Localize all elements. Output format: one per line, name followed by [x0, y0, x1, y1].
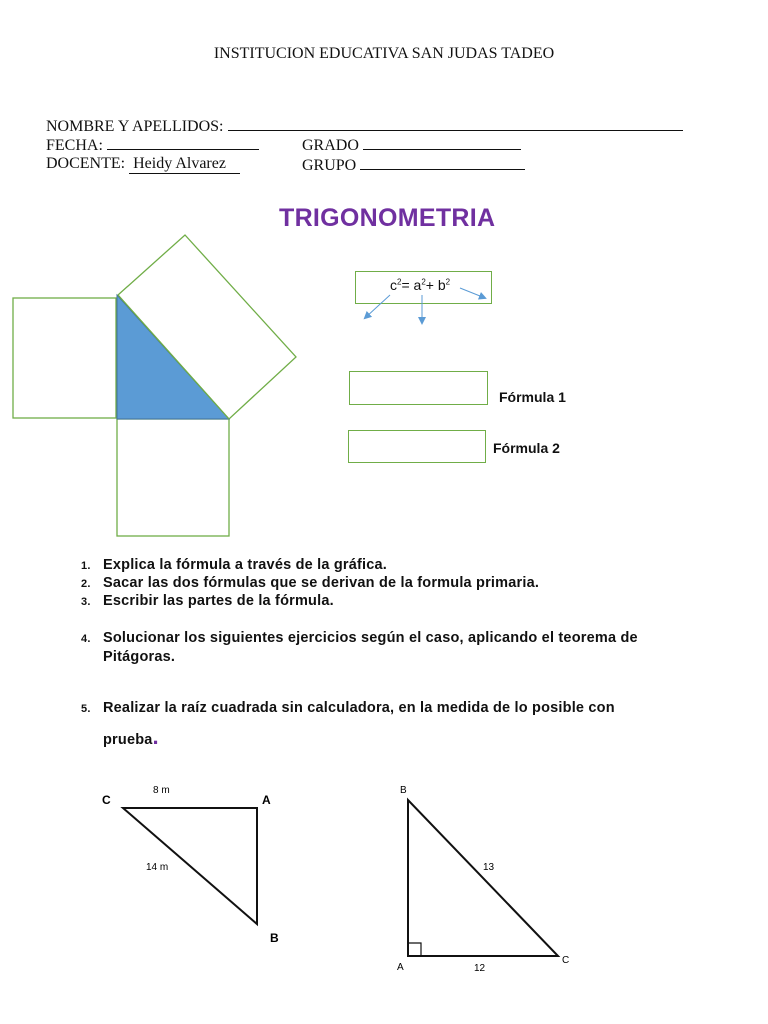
- formula-2-box[interactable]: [348, 430, 486, 463]
- group-label: GRUPO: [302, 157, 357, 174]
- name-line: [46, 116, 683, 136]
- arrow-right: [460, 288, 485, 298]
- formula-arrows: [355, 285, 495, 330]
- page-title: TRIGONOMETRIA: [279, 204, 496, 232]
- triangle-2-side-ac: 12: [474, 963, 486, 974]
- formula-1-box[interactable]: [349, 371, 488, 405]
- formula-2-label: Fórmula 2: [493, 440, 560, 456]
- formula-text: $c^2= a^2+ b^2$: [390, 277, 451, 293]
- square-b: [117, 419, 229, 536]
- triangle-2-shape: [408, 800, 558, 956]
- square-a: [13, 298, 116, 418]
- date-line: [46, 135, 259, 155]
- instruction-5: 5. Realizar la raíz cuadrada sin calculadora, en la medida de lo posible con prueba.: [81, 700, 615, 749]
- pythagoras-diagram: [0, 225, 310, 545]
- triangle-2: [390, 780, 590, 980]
- teacher-label: DOCENTE:: [46, 155, 126, 172]
- grade-label: GRADO: [302, 137, 359, 154]
- school-name: INSTITUCION EDUCATIVA SAN JUDAS TADEO: [213, 45, 555, 62]
- triangle-1-shape: [123, 808, 257, 924]
- arrow-left: [365, 295, 390, 318]
- triangle-2-vertex-c: C: [562, 955, 570, 966]
- triangle-2-vertex-a: A: [397, 962, 404, 973]
- name-label: NOMBRE Y APELLIDOS:: [46, 118, 224, 135]
- date-blank[interactable]: [107, 135, 259, 150]
- instruction-4: 4. Solucionar los siguientes ejercicios según el caso, aplicando el teorema de Pitágoras.: [81, 630, 638, 665]
- triangle-2-side-bc: 13: [483, 862, 495, 873]
- instruction-2: 2. Sacar las dos fórmulas que se derivan de la formula primaria.: [81, 575, 540, 591]
- formula-1-label: Fórmula 1: [499, 389, 566, 405]
- name-blank[interactable]: [228, 116, 683, 131]
- triangle-1: [90, 775, 300, 950]
- group-line: [302, 155, 525, 175]
- teacher-name: Heidy Alvarez: [129, 155, 240, 174]
- date-label: FECHA:: [46, 137, 103, 154]
- grade-line: [302, 135, 521, 155]
- teacher-line: [46, 155, 240, 174]
- triangle-1-vertex-c: C: [102, 793, 111, 807]
- group-blank[interactable]: [360, 155, 525, 170]
- instruction-1: 1. Explica la fórmula a través de la gráfica.: [81, 557, 388, 573]
- triangle-1-side-cb: 14 m: [146, 862, 169, 873]
- triangle-2-vertex-b: B: [400, 785, 407, 796]
- triangle-1-vertex-a: A: [262, 793, 271, 807]
- triangle-1-vertex-b: B: [270, 931, 279, 945]
- triangle-1-side-ca: 8 m: [153, 785, 170, 796]
- grade-blank[interactable]: [363, 135, 521, 150]
- right-angle-mark: [408, 943, 421, 956]
- instruction-3: 3. Escribir las partes de la fórmula.: [81, 593, 334, 609]
